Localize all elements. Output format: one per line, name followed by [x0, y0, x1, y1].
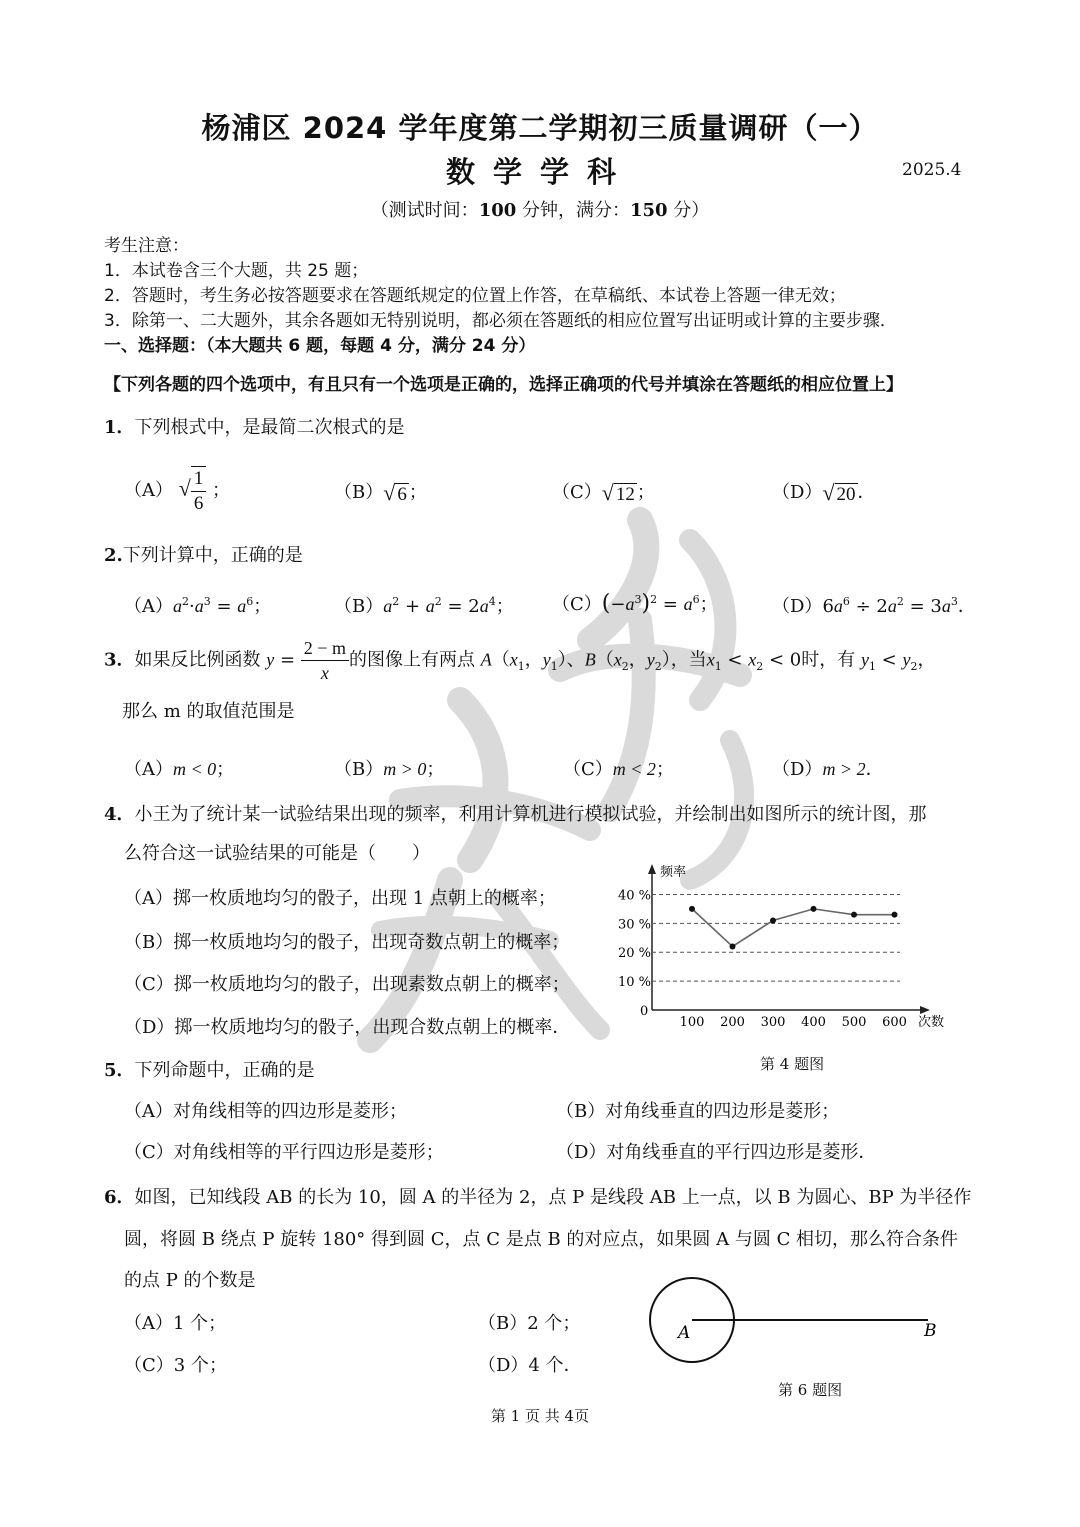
q3-text-pre: 如果反比例函数	[134, 649, 261, 671]
q1-c-label: （C）	[552, 482, 602, 503]
q5-option-a: （A）对角线相等的四边形是菱形；	[124, 1101, 407, 1122]
q3-frac-den: x	[320, 663, 329, 683]
q1-d-radicand: 20	[836, 484, 856, 505]
notice-heading: 考生注意：	[104, 236, 189, 256]
q3-option-c	[563, 755, 674, 781]
q1-b-end: ；	[408, 482, 427, 503]
notice-item-1: 1．本试卷含三个大题，共 25 题；	[104, 261, 369, 281]
frequency-line	[692, 909, 895, 947]
origin-label: 0	[640, 1004, 649, 1019]
q6-option-b: （B）2 个；	[478, 1313, 581, 1334]
q2-b-end: ；	[495, 596, 514, 617]
q2-text: 下列计算中，正确的是	[122, 545, 303, 566]
q1-option-c: （C）√ 12 ；	[552, 480, 655, 505]
q3-stem: 3．如果反比例函数 y = $\frac{2 - m}{x}$ 的图像上有两点 $A(x_1$，$y_1$）、$B(x_2$，$y_2$），当$x_1 < x_2 < 0$时，有 $y_1 < y_2$，	[104, 638, 936, 683]
exam-time: 100	[478, 200, 517, 221]
q3-option-a	[124, 755, 234, 781]
q4-option-c: （C）掷一枚质地均匀的骰子，出现素数点朝上的概率；	[124, 974, 570, 995]
x-tick-label: 300	[760, 1015, 786, 1030]
q1-a-end: ；	[212, 480, 231, 501]
x-tick-label: 500	[841, 1015, 867, 1030]
data-point	[730, 943, 736, 949]
notice-item-3: 3．除第一、二大题外，其余各题如无特别说明，都必须在答题纸的相应位置写出证明或计算的主要步骤．	[104, 311, 897, 331]
q6-diagram	[640, 1270, 960, 1380]
exam-info	[0, 196, 1080, 222]
section1-heading: 一、选择题：（本大题共 6 题，每题 4 分，满分 24 分）	[104, 336, 536, 356]
exam-info-post: 分）	[667, 200, 710, 221]
notice-item-2: 2．答题时，考生务必按答题要求在答题纸规定的位置上作答，在草稿纸、本试卷上答题一律无效；	[104, 286, 846, 306]
data-point	[892, 912, 898, 918]
q4-stem-line2: 么符合这一试验结果的可能是（ ）	[124, 843, 430, 864]
q5-number: 5．	[104, 1060, 135, 1081]
q2-b-label: （B）	[334, 596, 384, 617]
x-axis-label: 次数	[918, 1015, 945, 1030]
q1-option-d: （D）√ 20 ．	[772, 480, 876, 505]
y-tick-label: 20 %	[618, 946, 652, 962]
x-tick-label: 600	[882, 1015, 907, 1030]
q3-text-then: 时，有	[801, 649, 856, 671]
q2-c-end: ；	[699, 594, 718, 615]
x-tick-label: 100	[679, 1015, 705, 1030]
point-b-label: B	[924, 1321, 937, 1341]
q1-a-label: （A）	[124, 480, 173, 501]
q3-d-expr: m > 2	[822, 759, 866, 779]
q1-b-label: （B）	[334, 482, 384, 503]
q3-c-expr: m < 2	[612, 759, 656, 779]
q1-text: 下列根式中，是最简二次根式的是	[134, 417, 405, 438]
q3-a-label: （A）	[124, 759, 173, 780]
x-axis-arrow	[920, 1006, 930, 1014]
subject-title: 数学学科	[445, 155, 634, 189]
q2-d-end: ．	[957, 596, 976, 617]
q3-d-end: ．	[865, 759, 884, 780]
q5-stem	[104, 1056, 315, 1082]
q1-a-radical: √ $\frac{1}{6}$	[179, 466, 207, 516]
x-tick-label: 200	[720, 1015, 745, 1030]
q2-option-a: $(A)a^2\cdot a^3 = a^6$；	[124, 595, 272, 617]
q1-option-b: （B）√ 6 ；	[334, 480, 427, 505]
q3-d-label: （D）	[772, 759, 823, 780]
exam-info-mid: 分钟，满分：	[516, 200, 630, 221]
q4-number: 4．	[104, 804, 135, 825]
q4-option-b: （B）掷一枚质地均匀的骰子，出现奇数点朝上的概率；	[124, 932, 570, 953]
q6-option-d: （D）4 个．	[478, 1355, 582, 1376]
q1-d-end: ．	[857, 482, 876, 503]
q6-text-line1: 如图，已知线段 AB 的长为 10，圆 A 的半径为 2，点 P 是线段 AB 上一点，以 B 为圆心、BP 为半径作	[134, 1187, 972, 1208]
q2-a-end: ；	[253, 596, 272, 617]
q3-stem-line2: 那么 m 的取值范围是	[122, 701, 295, 722]
q5-option-d: （D）对角线垂直的平行四边形是菱形．	[556, 1142, 877, 1163]
q3-fraction	[301, 636, 349, 685]
exam-title: 杨浦区 2024 学年度第二学期初三质量调研（一）	[201, 111, 879, 145]
q4-caption: 第 4 题图	[760, 1055, 825, 1073]
exam-date: 2025.4	[902, 160, 962, 180]
page-footer: 第 1 页 共 4页	[490, 1407, 590, 1425]
q5-option-c: （C）对角线相等的平行四边形是菱形；	[124, 1142, 444, 1163]
q6-option-c: （C）3 个；	[124, 1355, 227, 1376]
q6-option-a: （A）1 个；	[124, 1313, 227, 1334]
data-point	[689, 906, 695, 912]
data-point	[811, 906, 817, 912]
point-a-label: A	[678, 1323, 691, 1343]
q6-number: 6．	[104, 1187, 135, 1208]
q5-text: 下列命题中，正确的是	[134, 1060, 315, 1081]
q2-d-label: （D）	[772, 596, 823, 617]
q3-b-expr: m > 0	[383, 759, 427, 779]
q2-option-b: $(B)a^2 + a^2 = 2a^4$；	[334, 595, 514, 617]
q3-text-when: ，当	[670, 649, 707, 671]
q1-stem	[104, 413, 405, 439]
q3-text-mid: 的图像上有两点	[348, 649, 475, 671]
q1-c-radicand: 12	[615, 484, 635, 505]
q3-option-d	[772, 755, 884, 781]
q3-a-expr: m < 0	[173, 759, 217, 779]
q3-option-b	[334, 755, 444, 781]
q4-frequency-chart	[600, 858, 960, 1038]
data-point	[851, 912, 857, 918]
q1-b-radicand: 6	[397, 484, 407, 505]
q2-a-label: （A）	[124, 596, 173, 617]
exam-info-pre: （测试时间：	[370, 200, 479, 221]
section1-instruction: 【下列各题的四个选项中，有且只有一个选项是正确的，选择正确项的代号并填涂在答题纸的相应位置上】	[104, 375, 903, 395]
q2-number: 2.	[104, 545, 123, 566]
y-tick-label: 40 %	[618, 888, 652, 904]
full-score: 150	[630, 200, 668, 221]
y-tick-label: 10 %	[618, 975, 652, 991]
q3-b-end: ；	[426, 759, 445, 780]
q2-option-d: $(D)6a^6 \div 2a^2 = 3a^3$．	[772, 595, 976, 617]
q4-text-line1: 小王为了统计某一试验结果出现的频率，利用计算机进行模拟试验，并绘制出如图所示的统计图，那	[134, 804, 927, 825]
q3-c-end: ；	[655, 759, 674, 780]
q6-stem-line1	[104, 1183, 971, 1209]
q1-d-label: （D）	[772, 482, 823, 503]
q5-option-b: （B）对角线垂直的四边形是菱形；	[556, 1101, 840, 1122]
y-tick-label: 30 %	[618, 917, 652, 933]
q6-caption: 第 6 题图	[778, 1381, 843, 1399]
q1-c-end: ；	[636, 482, 655, 503]
q1-a-denominator: 6	[193, 493, 204, 514]
q2-c-label: （C）	[552, 594, 602, 615]
q1-option-a	[124, 466, 230, 516]
q1-a-numerator: 1	[191, 467, 207, 492]
q3-number: 3．	[104, 649, 135, 671]
q2-option-c: $(C)(-a^3)^2 = a^6$；	[552, 591, 718, 616]
data-point	[770, 917, 776, 923]
q1-number: 1．	[104, 417, 135, 438]
q3-frac-num: 2 − m	[301, 636, 349, 661]
q4-option-a: （A）掷一枚质地均匀的骰子，出现 1 点朝上的概率；	[124, 888, 556, 909]
y-axis-arrow	[648, 864, 656, 874]
q4-option-d: （D）掷一枚质地均匀的骰子，出现合数点朝上的概率．	[124, 1017, 571, 1038]
x-tick-label: 400	[801, 1015, 826, 1030]
q2-stem	[104, 541, 303, 567]
q6-stem-line2: 圆，将圆 B 绕点 P 旋转 180° 得到圆 C，点 C 是点 B 的对应点，如果圆 A 与圆 C 相切，那么符合条件	[124, 1229, 959, 1250]
y-axis-label: 频率	[660, 865, 687, 880]
q3-b-label: （B）	[334, 759, 384, 780]
q3-a-end: ；	[216, 759, 235, 780]
q3-c-label: （C）	[563, 759, 613, 780]
q4-stem	[104, 800, 927, 826]
q6-stem-line3: 的点 P 的个数是	[124, 1270, 256, 1291]
